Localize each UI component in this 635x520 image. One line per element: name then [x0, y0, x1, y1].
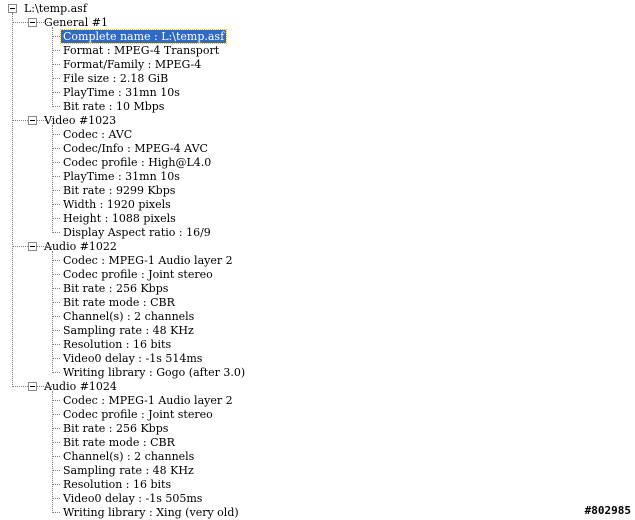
tree-connector — [52, 190, 60, 191]
tree-connector — [52, 330, 60, 331]
tree-leaf-item[interactable]: Resolution : 16 bits — [63, 338, 172, 351]
tree-leaf-item[interactable]: Codec/Info : MPEG-4 AVC — [63, 142, 208, 155]
tree-leaf-item[interactable]: Display Aspect ratio : 16/9 — [63, 226, 211, 239]
tree-connector — [52, 484, 60, 485]
tree-connector — [37, 22, 52, 23]
tree-leaf-item[interactable]: Format : MPEG-4 Transport — [63, 44, 220, 57]
minus-icon — [30, 22, 35, 23]
watermark: #802985 — [584, 504, 631, 517]
tree-leaf-item[interactable]: Resolution : 16 bits — [63, 478, 172, 491]
tree-connector — [52, 64, 60, 65]
tree-leaf-item[interactable]: Channel(s) : 2 channels — [63, 450, 195, 463]
tree-leaf-item[interactable]: Bit rate : 9299 Kbps — [63, 184, 176, 197]
tree-leaf-item[interactable]: Writing library : Xing (very old) — [63, 506, 239, 519]
tree-connector — [52, 288, 60, 289]
tree-leaf-item[interactable]: Video0 delay : -1s 505ms — [63, 492, 203, 505]
tree-connector — [52, 260, 60, 261]
tree-connector — [52, 204, 60, 205]
tree-connector — [12, 386, 28, 387]
tree-leaf-item[interactable]: Writing library : Gogo (after 3.0) — [63, 366, 246, 379]
tree-connector — [52, 512, 60, 513]
tree-connector — [52, 251, 53, 373]
tree-connector — [52, 78, 60, 79]
group-collapse-toggle[interactable] — [28, 116, 37, 125]
tree-connector — [52, 428, 60, 429]
tree-connector — [52, 125, 53, 233]
tree-leaf-item[interactable]: Bit rate : 10 Mbps — [63, 100, 165, 113]
tree-connector — [52, 391, 53, 513]
tree-connector — [37, 246, 52, 247]
tree-leaf-item[interactable]: Bit rate mode : CBR — [63, 436, 175, 449]
tree-connector — [52, 414, 60, 415]
tree-connector — [37, 386, 52, 387]
tree-leaf-item[interactable]: Format/Family : MPEG-4 — [63, 58, 202, 71]
minus-icon — [30, 120, 35, 121]
tree-connector — [52, 27, 53, 107]
tree-leaf-item[interactable]: Bit rate : 256 Kbps — [63, 422, 169, 435]
tree-leaf-item[interactable]: PlayTime : 31mn 10s — [63, 170, 180, 183]
tree-connector — [52, 358, 60, 359]
tree-connector — [52, 498, 60, 499]
tree-connector — [52, 106, 60, 107]
tree-leaf-item[interactable]: Sampling rate : 48 KHz — [63, 324, 194, 337]
tree-connector — [52, 134, 60, 135]
tree-leaf-item[interactable]: Complete name : L:\temp.asf — [63, 30, 225, 43]
tree-group-node[interactable]: Audio #1024 — [44, 380, 117, 393]
tree-connector — [12, 22, 28, 23]
tree-connector — [52, 302, 60, 303]
tree-connector — [12, 13, 13, 387]
tree-connector — [52, 36, 60, 37]
tree-connector — [52, 372, 60, 373]
tree-connector — [37, 120, 52, 121]
tree-leaf-item[interactable]: File size : 2.18 GiB — [63, 72, 169, 85]
tree-leaf-item[interactable]: Codec profile : Joint stereo — [63, 408, 213, 421]
tree-leaf-item[interactable]: Codec : AVC — [63, 128, 133, 141]
tree-leaf-item[interactable]: Bit rate mode : CBR — [63, 296, 175, 309]
tree-leaf-item[interactable]: Codec : MPEG-1 Audio layer 2 — [63, 394, 233, 407]
tree-connector — [52, 274, 60, 275]
tree-connector — [52, 470, 60, 471]
tree-connector — [52, 400, 60, 401]
tree-connector — [52, 50, 60, 51]
tree-root-node[interactable]: L:\temp.asf — [24, 2, 87, 15]
minus-icon — [30, 246, 35, 247]
tree-connector — [52, 162, 60, 163]
tree-connector — [52, 456, 60, 457]
tree-connector — [52, 218, 60, 219]
tree-connector — [52, 316, 60, 317]
tree-leaf-item[interactable]: PlayTime : 31mn 10s — [63, 86, 180, 99]
tree-group-node[interactable]: General #1 — [44, 16, 108, 29]
tree-connector — [52, 92, 60, 93]
tree-group-node[interactable]: Audio #1022 — [44, 240, 117, 253]
tree-connector — [52, 176, 60, 177]
minus-icon — [10, 8, 15, 9]
tree-connector — [52, 442, 60, 443]
group-collapse-toggle[interactable] — [28, 18, 37, 27]
tree-connector — [52, 232, 60, 233]
tree-group-node[interactable]: Video #1023 — [44, 114, 117, 127]
tree-connector — [52, 148, 60, 149]
tree-leaf-item[interactable]: Codec profile : Joint stereo — [63, 268, 213, 281]
minus-icon — [30, 386, 35, 387]
group-collapse-toggle[interactable] — [28, 242, 37, 251]
tree-leaf-item[interactable]: Sampling rate : 48 KHz — [63, 464, 194, 477]
tree-leaf-item[interactable]: Codec profile : High@L4.0 — [63, 156, 212, 169]
tree-connector — [52, 344, 60, 345]
tree-connector — [12, 246, 28, 247]
tree-leaf-item[interactable]: Bit rate : 256 Kbps — [63, 282, 169, 295]
tree-leaf-item[interactable]: Channel(s) : 2 channels — [63, 310, 195, 323]
tree-leaf-item[interactable]: Width : 1920 pixels — [63, 198, 171, 211]
tree-leaf-item[interactable]: Height : 1088 pixels — [63, 212, 176, 225]
root-collapse-toggle[interactable] — [8, 4, 17, 13]
tree-leaf-item[interactable]: Codec : MPEG-1 Audio layer 2 — [63, 254, 233, 267]
tree-leaf-item[interactable]: Video0 delay : -1s 514ms — [63, 352, 203, 365]
group-collapse-toggle[interactable] — [28, 382, 37, 391]
tree-connector — [12, 120, 28, 121]
